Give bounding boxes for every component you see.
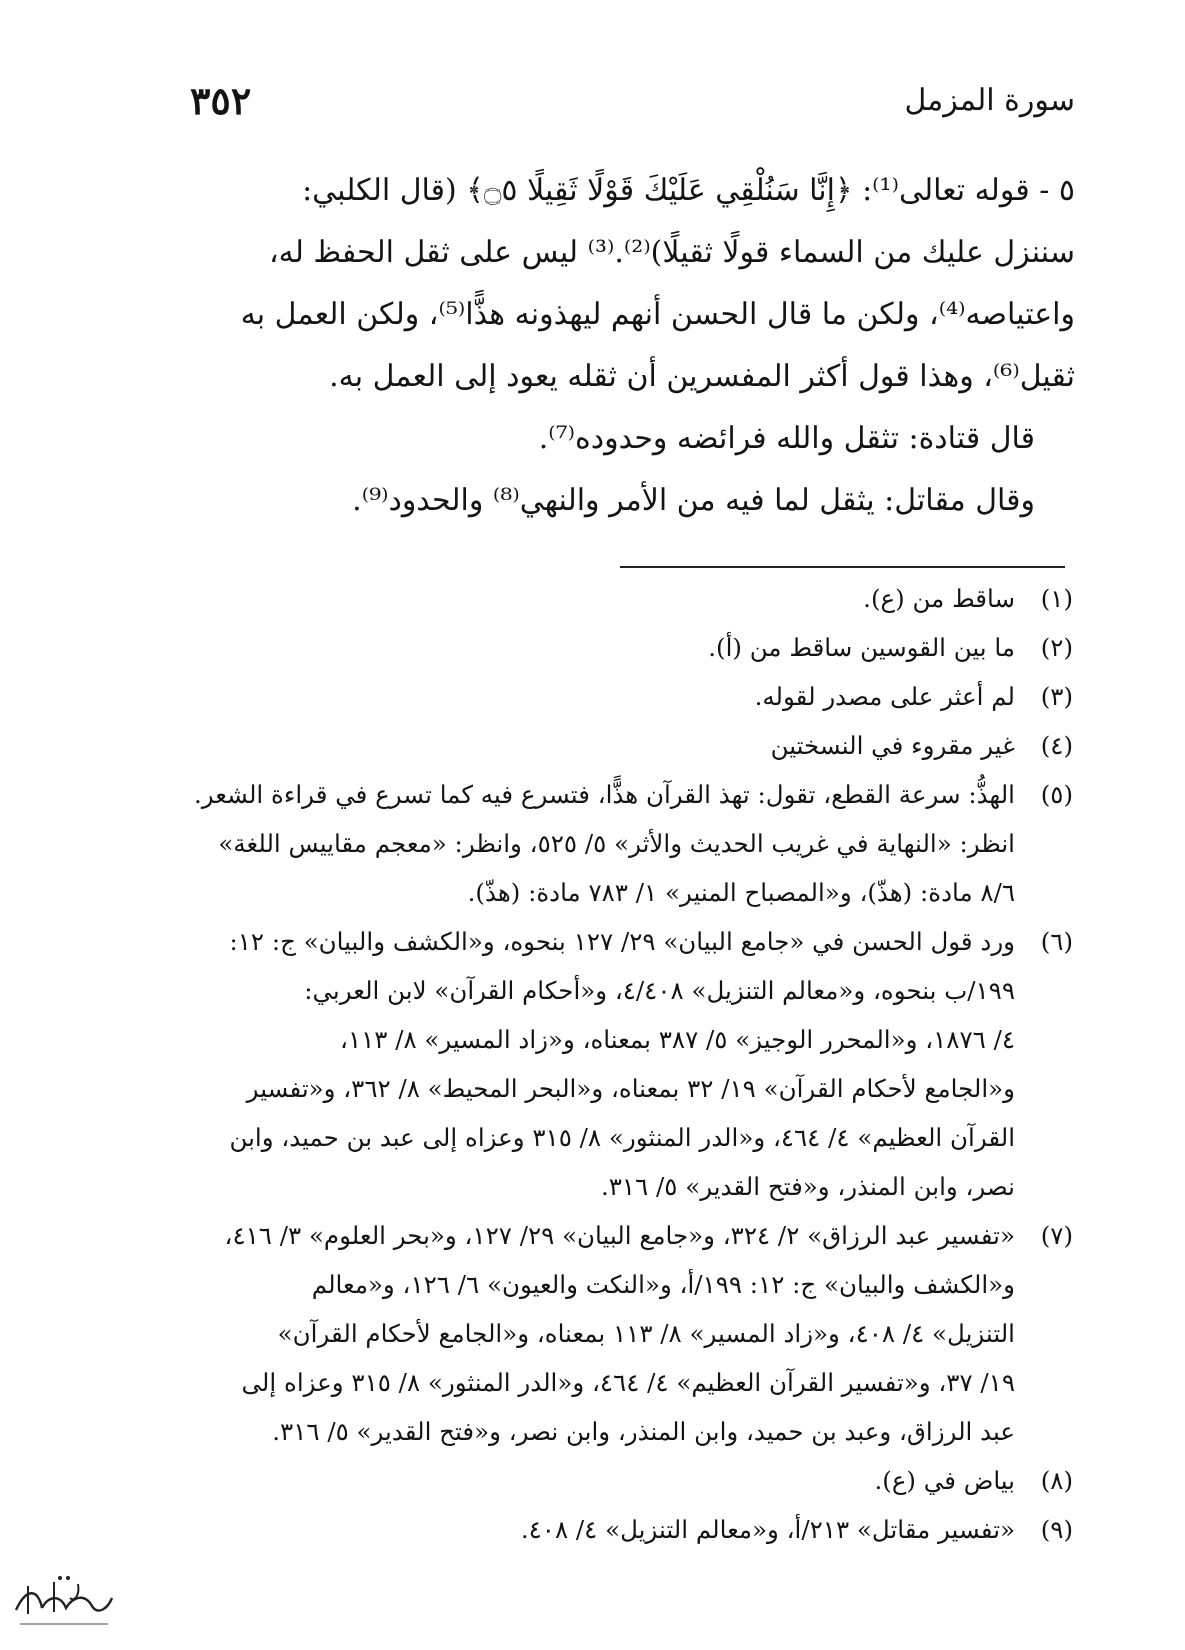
footnote-line: لم أعثر على مصدر لقوله. bbox=[754, 682, 1015, 711]
footnote-line: ما بين القوسين ساقط من (أ). bbox=[708, 633, 1015, 662]
footnote-number: (١) bbox=[1040, 584, 1073, 613]
footnote-line: التنزيل» ٤/ ٤٠٨، و«زاد المسير» ٨/ ١١٣ بمعناه، و«الجامع لأحكام القرآن» bbox=[277, 1319, 1015, 1348]
footnote bbox=[108, 672, 1073, 721]
footnote-line: نصر، وابن المنذر، و«فتح القدير» ٥/ ٣١٦. bbox=[600, 1172, 1015, 1201]
main-text bbox=[108, 160, 1075, 532]
publisher-logo bbox=[8, 1568, 118, 1638]
body-line: وقال مقاتل: يثقل لما فيه من الأمر والنهي⁽⁸⁾ والحدود⁽⁹⁾. bbox=[352, 483, 1035, 518]
footnote-line: ١٩/ ٣٧، و«تفسير القرآن العظيم» ٤/ ٤٦٤، و«الدر المنثور» ٨/ ٣١٥ وعزاه إلى bbox=[241, 1368, 1015, 1397]
footnote-line: عبد الرزاق، وعبد بن حميد، وابن المنذر، وابن نصر، و«فتح القدير» ٥/ ٣١٦. bbox=[272, 1417, 1015, 1446]
footnote-number: (٥) bbox=[1040, 780, 1073, 809]
footnote bbox=[108, 770, 1073, 917]
footnote bbox=[108, 1211, 1073, 1456]
footnote-line: ١٩٩/ب بنحوه، و«معالم التنزيل» ٤/٤٠٨، و«أحكام القرآن» لابن العربي: bbox=[304, 976, 1015, 1005]
footnote-line: «تفسير مقاتل» ٢١٣/أ، و«معالم التنزيل» ٤/ ٤٠٨. bbox=[520, 1515, 1015, 1544]
footnote bbox=[108, 721, 1073, 770]
footnote bbox=[108, 917, 1073, 1211]
footnote-number: (٧) bbox=[1040, 1221, 1073, 1250]
body-line: ثقيل⁽⁶⁾، وهذا قول أكثر المفسرين أن ثقله يعود إلى العمل به. bbox=[329, 359, 1075, 394]
page-number: ٣٥٢ bbox=[190, 77, 252, 123]
footnote bbox=[108, 1505, 1073, 1554]
footnote-line: و«الكشف والبيان» ج: ١٢: ١٩٩/أ، و«النكت والعيون» ٦/ ١٢٦، و«معالم bbox=[311, 1270, 1015, 1299]
footnote-line: انظر: «النهاية في غريب الحديث والأثر» ٥/ ٥٢٥، وانظر: «معجم مقاييس اللغة» bbox=[218, 829, 1015, 858]
footnote-line: ساقط من (ع). bbox=[863, 584, 1015, 613]
footnotes bbox=[108, 574, 1073, 1554]
footnote-line: الهذُّ: سرعة القطع، تقول: تهذ القرآن هذًّا، فتسرع فيه كما تسرع في قراءة الشعر. bbox=[193, 780, 1015, 809]
footnote-separator bbox=[620, 566, 1065, 568]
footnote-line: القرآن العظيم» ٤/ ٤٦٤، و«الدر المنثور» ٨/ ٣١٥ وعزاه إلى عبد بن حميد، وابن bbox=[229, 1123, 1015, 1152]
footnote-line: «تفسير عبد الرزاق» ٢/ ٣٢٤، و«جامع البيان» ٢٩/ ١٢٧، و«بحر العلوم» ٣/ ٤١٦، bbox=[224, 1221, 1015, 1250]
footnote bbox=[108, 1456, 1073, 1505]
footnote-number: (٤) bbox=[1040, 731, 1073, 760]
footnote-line: ٨/٦ مادة: (هذّ)، و«المصباح المنير» ١/ ٧٨٣ مادة: (هذّ). bbox=[467, 878, 1015, 907]
footnote-line: ٤/ ١٨٧٦، و«المحرر الوجيز» ٥/ ٣٨٧ بمعناه، و«زاد المسير» ٨/ ١١٣، bbox=[340, 1025, 1015, 1054]
surah-title: سورة المزمل bbox=[904, 82, 1075, 118]
footnote-number: (٩) bbox=[1040, 1515, 1073, 1544]
body-line: واعتياصه⁽⁴⁾، ولكن ما قال الحسن أنهم ليهذونه هذًّا⁽⁵⁾، ولكن العمل به bbox=[240, 297, 1075, 332]
footnote-line: ورد قول الحسن في «جامع البيان» ٢٩/ ١٢٧ بنحوه، و«الكشف والبيان» ج: ١٢: bbox=[229, 927, 1015, 956]
footnote-number: (٨) bbox=[1040, 1466, 1073, 1495]
footnote-number: (٢) bbox=[1040, 633, 1073, 662]
footnote bbox=[108, 623, 1073, 672]
footnote-line: غير مقروء في النسختين bbox=[770, 731, 1015, 760]
body-line: ٥ - قوله تعالى⁽¹⁾: ﴿إِنَّا سَنُلْقِي عَلَيْكَ قَوْلًا ثَقِيلًا ۝٥﴾ (قال الكلبي: bbox=[302, 173, 1075, 208]
footnote-number: (٣) bbox=[1040, 682, 1073, 711]
footnote-number: (٦) bbox=[1040, 927, 1073, 956]
body-line: قال قتادة: تثقل والله فرائضه وحدوده⁽⁷⁾. bbox=[538, 421, 1035, 456]
body-line: سننزل عليك من السماء قولًا ثقيلًا)⁽²⁾.⁽³⁾ ليس على ثقل الحفظ له، bbox=[268, 235, 1075, 270]
footnote bbox=[108, 574, 1073, 623]
footnote-line: بياض في (ع). bbox=[874, 1466, 1015, 1495]
page-header bbox=[190, 70, 1075, 130]
footnote-line: و«الجامع لأحكام القرآن» ١٩/ ٣٢ بمعناه، و«البحر المحيط» ٨/ ٣٦٢، و«تفسير bbox=[246, 1074, 1015, 1103]
